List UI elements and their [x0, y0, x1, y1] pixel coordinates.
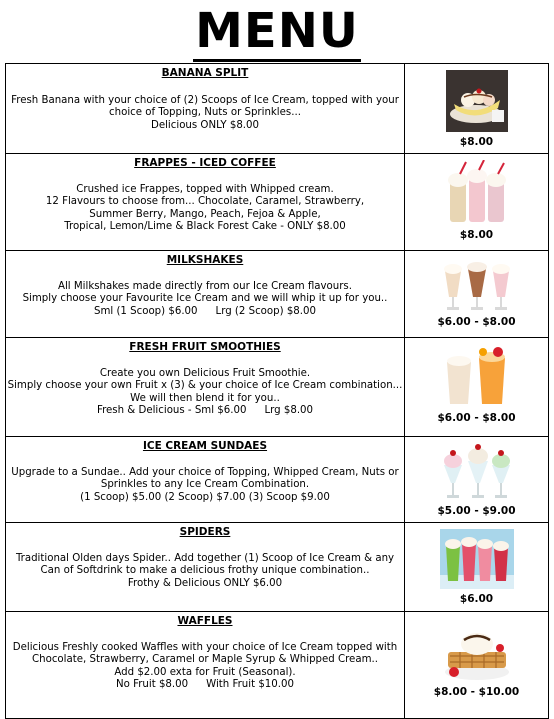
item-line: Simply choose your Favourite Ice Cream and we will whip it up for you.. [22, 293, 388, 305]
menu-row-spiders [6, 523, 549, 612]
item-line: Fresh Banana with your choice of (2) Scoops of Ice Cream, topped with your [11, 94, 399, 106]
size-large: Lrg (2 Scoop) $8.00 [215, 305, 316, 317]
item-line: Upgrade to a Sundae.. Add your choice of Topping, Whipped Cream, Nuts or [11, 466, 399, 478]
item-heading: ICE CREAM SUNDAES [142, 440, 268, 452]
item-line: Traditional Olden days Spider.. Add together (1) Scoop of Ice Cream & any [15, 552, 395, 564]
menu-title: MENU [0, 2, 554, 60]
item-line: Can of Softdrink to make a delicious frothy unique combination.. [40, 565, 370, 577]
menu-row-banana-split [6, 64, 549, 154]
spiders-photo [440, 529, 514, 589]
size-large: With Fruit $10.00 [206, 679, 294, 691]
item-line: Frothy & Delicious ONLY $6.00 [127, 577, 283, 589]
smoothies-photo [441, 344, 513, 410]
item-heading: WAFFLES [177, 615, 233, 627]
item-line: 12 Flavours to choose from... Chocolate, Caramel, Strawberry, [45, 196, 365, 208]
item-line: Crushed ice Frappes, topped with Whipped cream. [76, 183, 334, 195]
item-price: $5.00 - $9.00 [437, 505, 516, 517]
item-price: $8.00 [459, 229, 494, 241]
item-line: (1 Scoop) $5.00 (2 Scoop) $7.00 (3) Scoop $9.00 [80, 491, 330, 503]
item-line: Summer Berry, Mango, Peach, Fejoa & Apple, [89, 208, 321, 220]
size-small: Sml (1 Scoop) $6.00 [93, 305, 198, 317]
item-price: $6.00 - $8.00 [437, 412, 516, 424]
item-line: Create you own Delicious Fruit Smoothie. [99, 367, 311, 379]
item-line: Tropical, Lemon/Lime & Black Forest Cake - ONLY $8.00 [64, 221, 346, 233]
milkshakes-photo [441, 257, 513, 313]
waffles-photo [440, 618, 514, 684]
size-small: Fresh & Delicious - Sml $6.00 [96, 405, 247, 417]
menu-row-frappes [6, 154, 549, 251]
item-line: We will then blend it for you.. [130, 392, 280, 404]
menu-row-smoothies [6, 338, 549, 437]
menu-row-waffles [6, 612, 549, 719]
item-line: Delicious Freshly cooked Waffles with your choice of Ice Cream topped with [12, 641, 398, 653]
menu-row-sundaes [6, 437, 549, 523]
item-line: Simply choose your own Fruit x (3) & your choice of Ice Cream combination... [7, 380, 403, 392]
item-line: Add $2.00 exta for Fruit (Seasonal). [114, 666, 296, 678]
item-price: $6.00 [459, 593, 494, 605]
item-heading: FRESH FRUIT SMOOTHIES [129, 341, 281, 353]
item-line: choice of Topping, Nuts or Sprinkles... [109, 107, 301, 119]
item-line: Chocolate, Strawberry, Caramel or Maple Syrup & Whipped Cream.. [32, 654, 378, 666]
size-large: Lrg $8.00 [264, 405, 314, 417]
item-line: All Milkshakes made directly from our Ice Cream flavours. [58, 280, 352, 292]
item-price: $6.00 - $8.00 [437, 316, 516, 328]
menu-table [5, 63, 549, 719]
banana-split-photo [446, 70, 508, 132]
item-price: $8.00 [459, 136, 494, 148]
menu-row-milkshakes [6, 251, 549, 338]
item-heading: FRAPPES - ICED COFFEE [134, 157, 276, 169]
item-price: $8.00 - $10.00 [433, 686, 520, 698]
sundaes-photo [440, 443, 514, 503]
item-heading: MILKSHAKES [166, 254, 244, 266]
item-heading: BANANA SPLIT [161, 67, 249, 79]
item-line: Sprinkles to any Ice Cream Combination. [100, 479, 310, 491]
size-small: No Fruit $8.00 [116, 679, 189, 691]
frappes-photo [444, 160, 510, 226]
item-line: Delicious ONLY $8.00 [150, 119, 260, 131]
item-heading: SPIDERS [179, 526, 231, 538]
